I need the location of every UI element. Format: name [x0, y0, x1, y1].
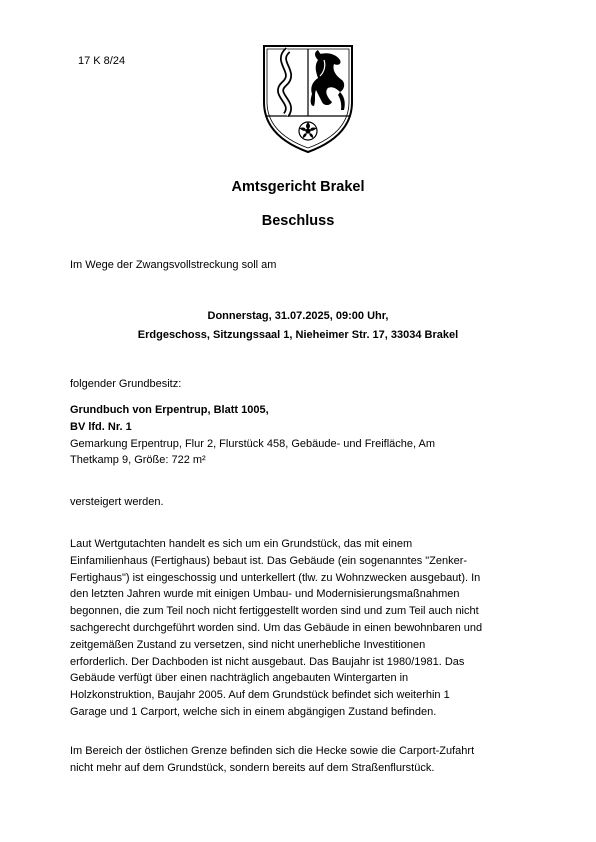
appraisal-line: erforderlich. Der Dachboden ist nicht ausgebaut. Das Baujahr ist 1980/1981. Das: [70, 655, 465, 668]
register-entry: BV lfd. Nr. 1: [70, 420, 132, 433]
intro-text: Im Wege der Zwangsvollstreckung soll am: [70, 259, 277, 271]
property-description-line: Thetkamp 9, Größe: 722 m²: [70, 454, 206, 467]
appraisal-line: sachgerecht durchgeführt worden sind. Um das Gebäude in einen bewohnbaren und: [70, 621, 483, 634]
appointment-location: Erdgeschoss, Sitzungssaal 1, Nieheimer Str. 17, 33034 Brakel: [137, 329, 459, 341]
appraisal-line: begonnen, die zum Teil noch nicht fertiggestellt worden sind und zum Teil auch nicht: [70, 605, 479, 618]
appraisal-line: Holzkonstruktion, Baujahr 2005. Auf dem Grundstück befindet sich weiterhin 1: [70, 689, 450, 702]
property-description-line: Gemarkung Erpentrup, Flur 2, Flurstück 458, Gebäude- und Freifläche, Am: [70, 437, 436, 450]
land-register: Grundbuch von Erpentrup, Blatt 1005,: [70, 404, 269, 416]
nrw-coat-of-arms-icon: [258, 40, 358, 156]
boundary-paragraph: [70, 743, 530, 777]
appraisal-line: Laut Wertgutachten handelt es sich um ein Grundstück, das mit einem: [70, 538, 413, 550]
property-lead: folgender Grundbesitz:: [70, 378, 182, 390]
appraisal-line: Fertighaus") ist eingeschossig und unterkellert (tlw. zu Wohnzwecken ausgebaut). In: [70, 571, 481, 584]
appraisal-line: zeitgemäßen Zustand zu versetzen, sind nicht unerhebliche Investitionen: [70, 638, 426, 651]
document-type: Beschluss: [261, 213, 335, 229]
boundary-line: Im Bereich der östlichen Grenze befinden sich die Hecke sowie die Carport-Zufahrt: [70, 745, 475, 757]
court-name: Amtsgericht Brakel: [231, 179, 365, 195]
appraisal-line: Gebäude verfügt über einen nachträglich angebauten Wintergarten in: [70, 672, 409, 685]
appraisal-line: Garage und 1 Carport, welche sich in einem abgängigen Zustand befinden.: [70, 705, 437, 718]
boundary-line: nicht mehr auf dem Grundstück, sondern bereits auf dem Straßenflurstück.: [70, 761, 435, 774]
property-section: [70, 402, 530, 469]
case-number: 17 K 8/24: [78, 55, 126, 67]
appraisal-paragraph: [70, 536, 530, 721]
appraisal-line: den letzten Jahren wurde mit einigen Umbau- und Modernisierungsmaßnahmen: [70, 588, 460, 601]
auction-text: versteigert werden.: [70, 496, 164, 508]
appraisal-line: Einfamilienhaus (Fertighaus) bebaut ist. Das Gebäude (ein sogenanntes "Zenker-: [70, 554, 468, 567]
appointment-date: Donnerstag, 31.07.2025, 09:00 Uhr,: [207, 310, 389, 322]
